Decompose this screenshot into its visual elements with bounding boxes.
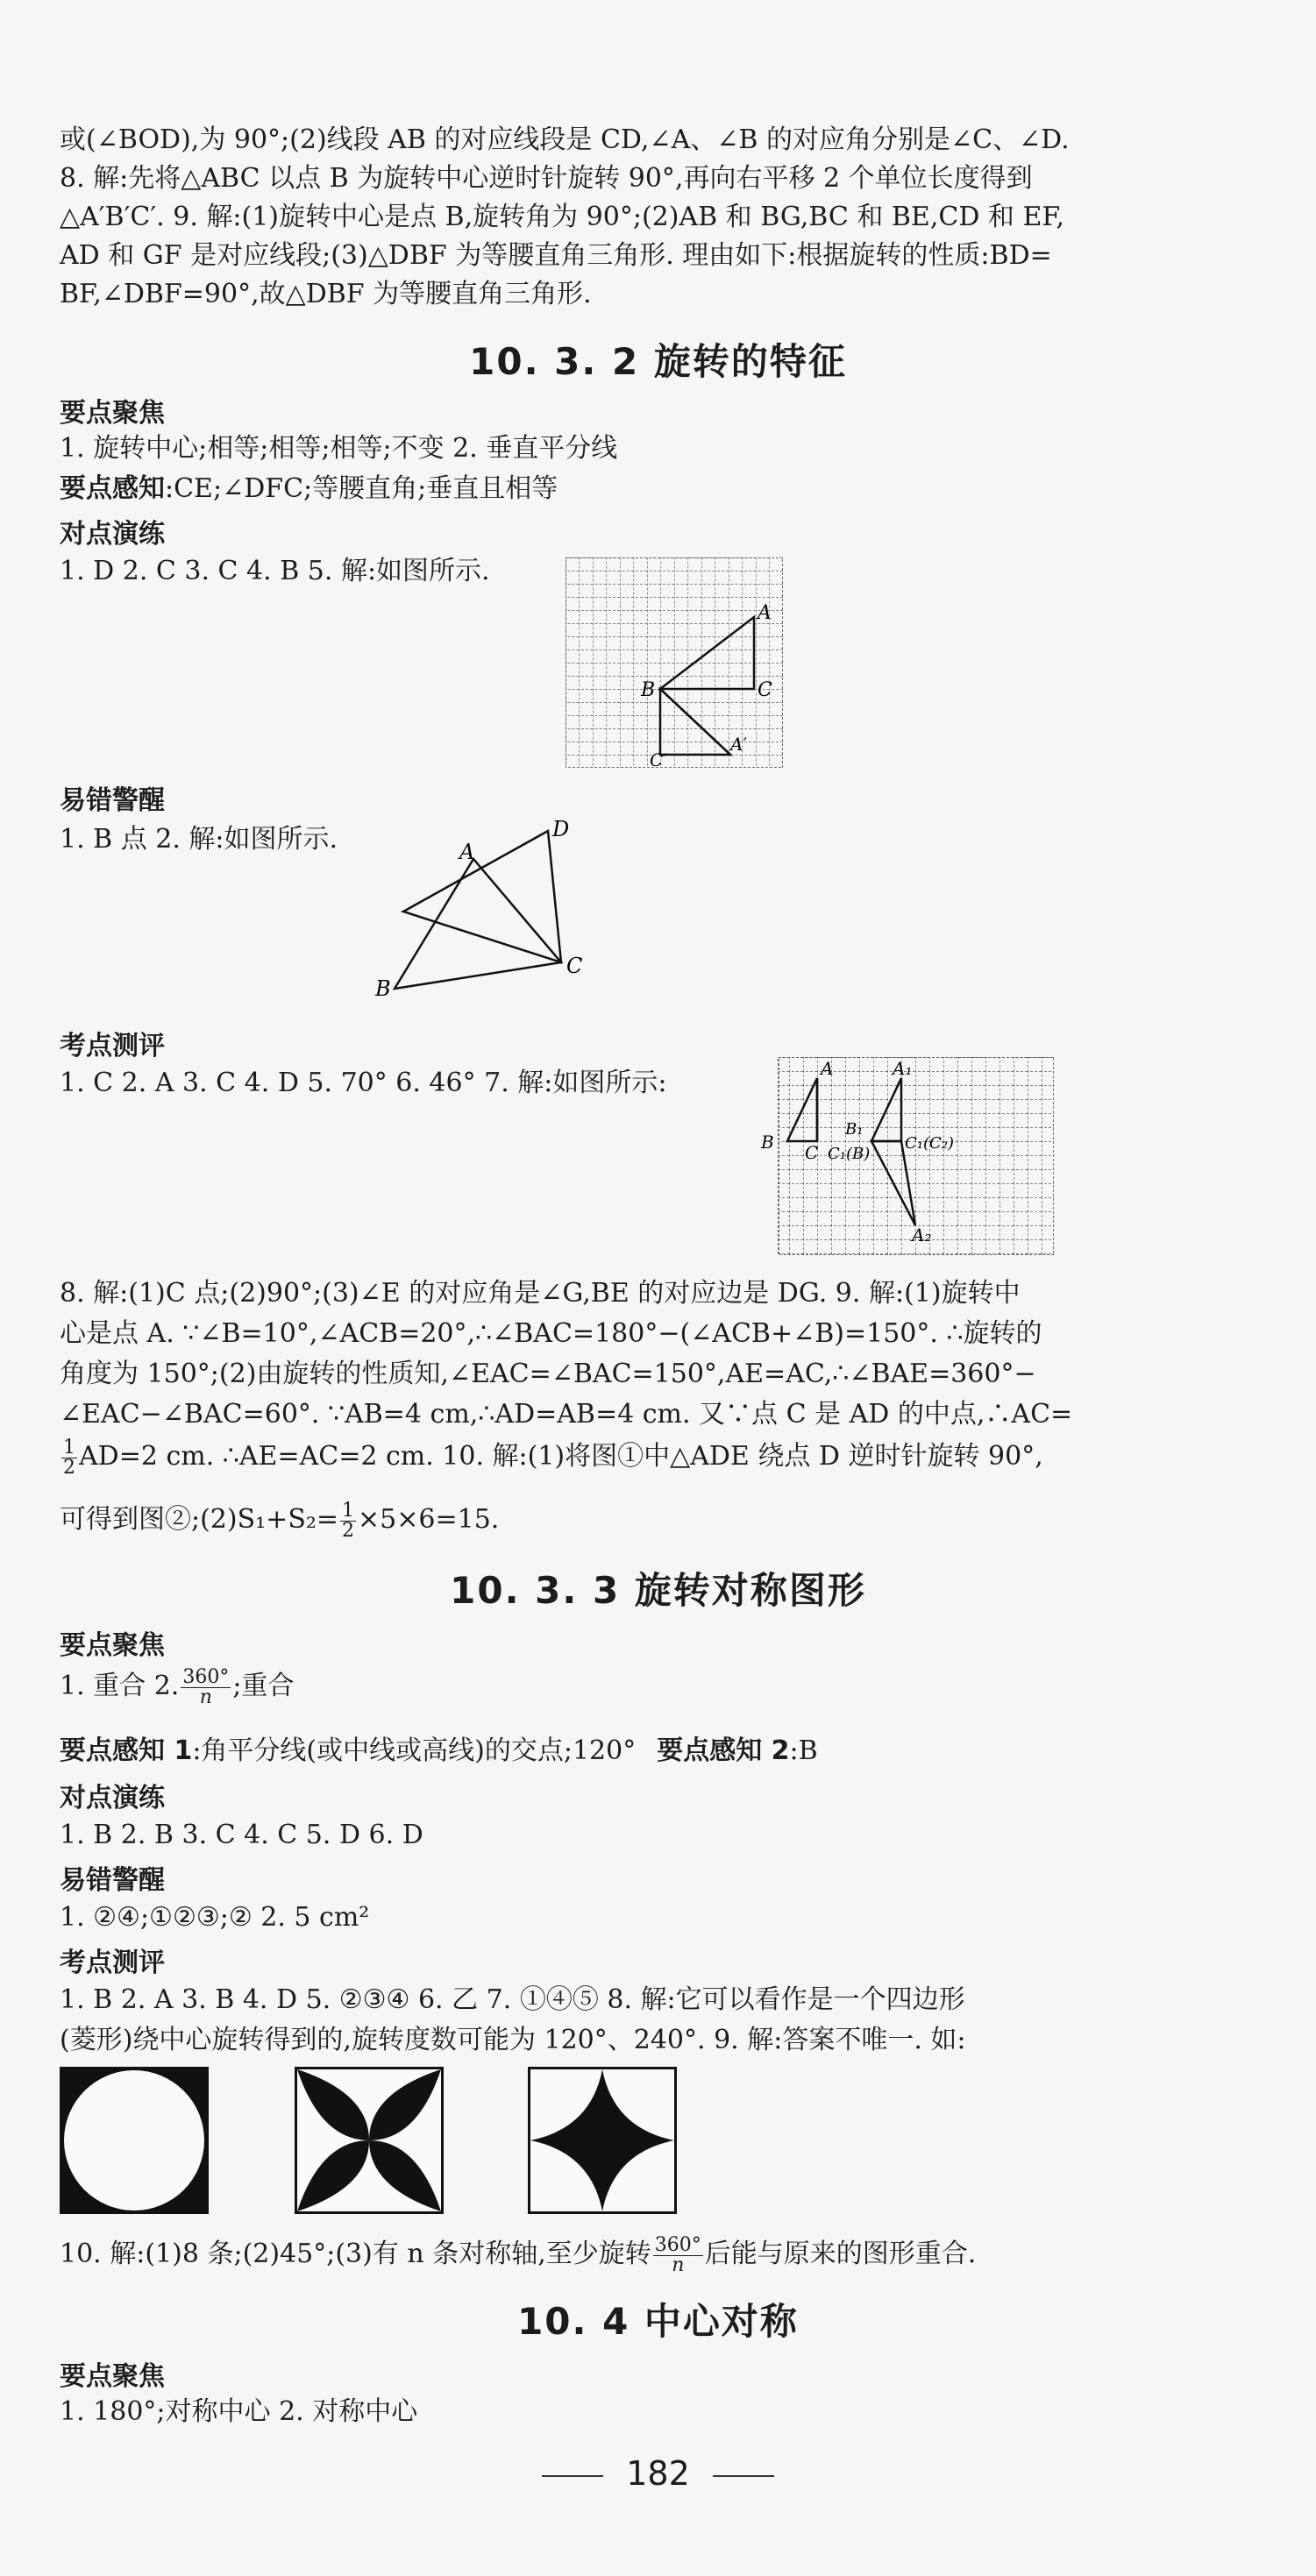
label-c1-b: C₁(B) — [828, 1145, 871, 1163]
subheading: 要点聚焦 — [60, 2361, 165, 2392]
rotated-triangle-figure — [368, 815, 587, 1004]
text-line — [60, 1437, 1173, 1478]
fraction — [61, 1438, 77, 1478]
label-c-prime: C′ — [650, 749, 667, 768]
text-line — [60, 1732, 1173, 1771]
inline-text: :CE;∠DFC;等腰直角;垂直且相等 — [165, 473, 558, 504]
page-number — [0, 2454, 1316, 2493]
inline-text: ;重合 — [232, 1671, 295, 1701]
inline-text: 10. 解:(1)8 条;(2)45°;(3)有 n 条对称轴,至少旋转 — [60, 2239, 651, 2269]
label-a1: A₁ — [893, 1058, 913, 1079]
four-point-star-figure — [528, 2067, 677, 2214]
inline-heading: 要点感知 2 — [657, 1735, 790, 1766]
label-b: B — [641, 679, 656, 701]
text-line: BF,∠DBF=90°,故△DBF 为等腰直角三角形. — [60, 279, 592, 309]
text-line — [60, 470, 1173, 508]
label-b: B — [761, 1132, 774, 1153]
text-line: 1. 旋转中心;相等;相等;相等;不变 2. 垂直平分线 — [60, 433, 618, 464]
subheading: 考点测评 — [60, 1948, 165, 1978]
text-line: 或(∠BOD),为 90°;(2)线段 AB 的对应线段是 CD,∠A、∠B 的对应角分别是∠C、∠D. — [60, 124, 1070, 155]
fraction-numerator: 360° — [654, 2233, 701, 2256]
fraction-denominator: 2 — [342, 1519, 355, 1542]
subheading: 要点聚焦 — [60, 1630, 165, 1661]
inline-text: 后能与原来的图形重合. — [704, 2239, 977, 2269]
text-line: 1. B 点 2. 解:如图所示. — [60, 824, 338, 855]
text-line: △A′B′C′. 9. 解:(1)旋转中心是点 B,旋转角为 90°;(2)AB 和 BG,BC 和 BE,CD 和 EF, — [60, 202, 1065, 232]
label-a: A — [459, 840, 475, 864]
inline-heading: 要点感知 — [60, 473, 165, 504]
section-title: 10. 3. 3 旋转对称图形 — [450, 1569, 866, 1612]
text-line: 角度为 150°;(2)由旋转的性质知,∠EAC=∠BAC=150°,AE=AC,∴∠BAE=360°− — [60, 1359, 1036, 1389]
fraction-denominator: n — [199, 1685, 212, 1708]
inline-text: :B — [789, 1735, 818, 1766]
fraction — [653, 2233, 703, 2276]
inline-text: 1. 重合 2. — [60, 1671, 180, 1701]
text-line: 1. B 2. A 3. B 4. D 5. ②③④ 6. 乙 7. ①④⑤ 8. 解:它可以看作是一个四边形 — [60, 1984, 965, 2015]
inline-heading: 要点感知 1 — [60, 1735, 193, 1766]
text-line: ∠EAC−∠BAC=60°. ∵AB=4 cm,∴AD=AB=4 cm. 又∵点 C 是 AD 的中点,∴AC= — [60, 1399, 1073, 1430]
label-a-prime: A′ — [730, 734, 747, 755]
label-a2: A₂ — [912, 1224, 932, 1245]
text-line: AD 和 GF 是对应线段;(3)△DBF 为等腰直角三角形. 理由如下:根据旋转的性质:BD= — [60, 240, 1052, 271]
text-line: 心是点 A. ∵∠B=10°,∠ACB=20°,∴∠BAC=180°−(∠ACB+∠B)=150°. ∴旋转的 — [60, 1318, 1042, 1349]
text-line: 1. D 2. C 3. C 4. B 5. 解:如图所示. — [60, 556, 490, 586]
label-c: C — [566, 954, 583, 978]
subheading: 对点演练 — [60, 1783, 165, 1813]
text-line — [60, 1667, 1173, 1707]
inline-text: AD=2 cm. ∴AE=AC=2 cm. 10. 解:(1)将图①中△ADE 绕点 D 逆时针旋转 90°, — [79, 1441, 1043, 1472]
label-b: B — [375, 976, 391, 1001]
text-line: 1. B 2. B 3. C 4. C 5. D 6. D — [60, 1820, 423, 1850]
subheading: 对点演练 — [60, 519, 165, 550]
page-number-text: 182 — [626, 2454, 690, 2493]
section-title: 10. 4 中心对称 — [517, 2300, 799, 2343]
four-petal-figure — [295, 2067, 444, 2214]
rotation-grid-figure-2 — [761, 1057, 1054, 1255]
text-line: 1. ②④;①②③;② 2. 5 cm² — [60, 1902, 370, 1933]
rotation-grid-figure — [566, 557, 783, 768]
fraction-numerator: 1 — [63, 1436, 75, 1458]
inline-text: :角平分线(或中线或高线)的交点;120° — [192, 1735, 637, 1766]
text-line: 8. 解:先将△ABC 以点 B 为旋转中心逆时针旋转 90°,再向右平移 2 个单位长度得到 — [60, 163, 1033, 194]
inline-text: ×5×6=15. — [358, 1504, 500, 1535]
label-d: D — [552, 817, 570, 841]
label-a: A — [821, 1058, 834, 1079]
subheading: 考点测评 — [60, 1031, 165, 1061]
text-line: (菱形)绕中心旋转得到的,旋转度数可能为 120°、240°. 9. 解:答案不唯一. 如: — [60, 2025, 966, 2055]
subheading: 要点聚焦 — [60, 398, 165, 429]
fraction-denominator: n — [672, 2253, 685, 2276]
label-c: C — [805, 1142, 819, 1163]
fraction-numerator: 360° — [182, 1665, 230, 1688]
subheading: 易错警醒 — [60, 1865, 165, 1896]
text-line — [60, 2235, 1173, 2275]
label-c1-c2: C₁(C₂) — [905, 1134, 955, 1153]
label-b1: B₁ — [845, 1120, 864, 1139]
fraction-denominator: 2 — [63, 1456, 75, 1479]
fraction — [340, 1501, 356, 1541]
text-line — [60, 1501, 1173, 1541]
subheading: 易错警醒 — [60, 785, 165, 816]
fraction — [181, 1665, 231, 1708]
label-a: A — [758, 602, 772, 624]
text-line: 1. 180°;对称中心 2. 对称中心 — [60, 2396, 418, 2427]
circle-in-square-figure — [60, 2067, 209, 2214]
fraction-numerator: 1 — [342, 1499, 355, 1522]
text-line: 1. C 2. A 3. C 4. D 5. 70° 6. 46° 7. 解:如图所示: — [60, 1068, 667, 1098]
section-title: 10. 3. 2 旋转的特征 — [469, 340, 847, 383]
label-c: C — [758, 679, 772, 701]
text-line: 8. 解:(1)C 点;(2)90°;(3)∠E 的对应角是∠G,BE 的对应边是 DG. 9. 解:(1)旋转中 — [60, 1278, 1021, 1309]
inline-text: 可得到图②;(2)S₁+S₂= — [60, 1504, 339, 1535]
